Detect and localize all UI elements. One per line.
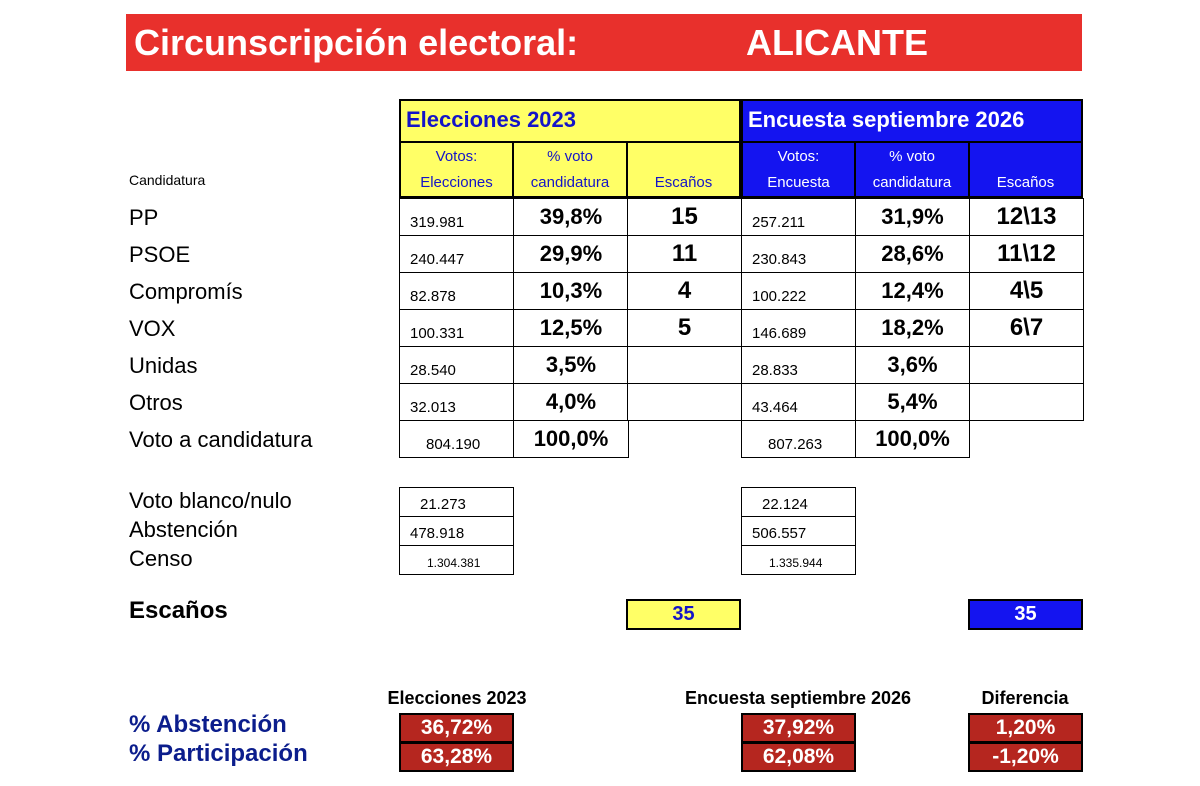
- cell-p23: 12,5%: [513, 309, 629, 347]
- cell-p23: 39,8%: [513, 198, 629, 236]
- party-label: PSOE: [129, 242, 191, 267]
- participacion-2023: 63,28%: [399, 742, 514, 772]
- subheader-text: Elecciones: [420, 173, 493, 191]
- participacion-diff: -1,20%: [968, 742, 1083, 772]
- subheader-pct-2023: [512, 141, 628, 198]
- abstencion-2026: 37,92%: [741, 713, 856, 743]
- extra-cell-v23: 478.918: [399, 516, 514, 546]
- abstencion-diff: 1,20%: [968, 713, 1083, 743]
- subheader-text: Votos:: [435, 147, 478, 165]
- subheader-text: Escaños: [996, 173, 1055, 191]
- cell-v23: 240.447: [399, 235, 515, 273]
- extra-cell-v23: 21.273: [399, 487, 514, 517]
- seats-label: Escaños: [129, 597, 228, 624]
- subheader-text: candidatura: [530, 173, 610, 191]
- subheader-text: Encuesta: [767, 173, 830, 191]
- bottom-header-2023: Elecciones 2023: [387, 688, 527, 708]
- subheader-text: % voto: [547, 147, 593, 165]
- abstencion-label: % Abstención: [129, 711, 287, 738]
- extra-cell-v26: 506.557: [741, 516, 856, 546]
- extra-label: Abstención: [129, 517, 238, 542]
- cell-p26: 100,0%: [855, 420, 970, 458]
- party-label: Voto a candidatura: [129, 427, 313, 452]
- cell-v23: 100.331: [399, 309, 515, 347]
- cell-s23: [627, 383, 742, 421]
- party-label: Otros: [129, 390, 183, 415]
- title-label: Circunscripción electoral:: [134, 22, 579, 63]
- cell-v26: 100.222: [741, 272, 856, 310]
- subheader-votos-encuesta: [741, 141, 856, 198]
- cell-v23: 804.190: [399, 420, 515, 458]
- subheader-text: % voto: [889, 147, 935, 165]
- extra-cell-v26: 22.124: [741, 487, 856, 517]
- cell-v23: 319.981: [399, 198, 515, 236]
- subheader-text: Votos:: [777, 147, 820, 165]
- cell-s26: 11\12: [969, 235, 1084, 273]
- extra-label: Censo: [129, 546, 193, 571]
- participacion-label: % Participación: [129, 740, 308, 767]
- cell-v26: 43.464: [741, 383, 856, 421]
- cell-p23: 100,0%: [513, 420, 629, 458]
- cell-v23: 82.878: [399, 272, 515, 310]
- cell-p26: 12,4%: [855, 272, 970, 310]
- cell-s23: [627, 346, 742, 384]
- header-elecciones-2023: Elecciones 2023: [399, 99, 741, 143]
- seats-total-2023: 35: [626, 599, 741, 630]
- cell-p26: 31,9%: [855, 198, 970, 236]
- cell-p23: 4,0%: [513, 383, 629, 421]
- subheader-pct-2026: [854, 141, 970, 198]
- bottom-header-diff: Diferencia: [981, 688, 1069, 708]
- cell-s23: 11: [627, 235, 742, 273]
- cell-v26: 28.833: [741, 346, 856, 384]
- cell-s26: 12\13: [969, 198, 1084, 236]
- title-province: ALICANTE: [746, 22, 928, 63]
- extra-label: Voto blanco/nulo: [129, 488, 292, 513]
- participacion-2026: 62,08%: [741, 742, 856, 772]
- cell-v23: 32.013: [399, 383, 515, 421]
- seats-total-2026: 35: [968, 599, 1083, 630]
- cell-p23: 3,5%: [513, 346, 629, 384]
- title-banner: [126, 14, 1082, 71]
- extra-cell-v23: 1.304.381: [399, 545, 514, 575]
- subheader-text: Escaños: [654, 173, 713, 191]
- cell-p26: 18,2%: [855, 309, 970, 347]
- cell-p26: 3,6%: [855, 346, 970, 384]
- candidatura-header: Candidatura: [129, 172, 206, 188]
- header-encuesta-2026: Encuesta septiembre 2026: [741, 99, 1083, 143]
- cell-v26: 257.211: [741, 198, 856, 236]
- cell-p26: 28,6%: [855, 235, 970, 273]
- party-label: Unidas: [129, 353, 198, 378]
- subheader-escanos-2023: [626, 141, 741, 198]
- cell-v23: 28.540: [399, 346, 515, 384]
- subheader-text: candidatura: [872, 173, 952, 191]
- cell-s26: [969, 346, 1084, 384]
- bottom-header-2026: Encuesta septiembre 2026: [684, 688, 912, 708]
- subheader-escanos-2026: [968, 141, 1083, 198]
- abstencion-2023: 36,72%: [399, 713, 514, 743]
- extra-cell-v26: 1.335.944: [741, 545, 856, 575]
- cell-v26: 146.689: [741, 309, 856, 347]
- cell-s23: 15: [627, 198, 742, 236]
- cell-p23: 10,3%: [513, 272, 629, 310]
- cell-p26: 5,4%: [855, 383, 970, 421]
- party-label: VOX: [129, 316, 176, 341]
- party-label: PP: [129, 205, 159, 230]
- cell-s26: 4\5: [969, 272, 1084, 310]
- subheader-votos-elecciones: [399, 141, 514, 198]
- cell-p23: 29,9%: [513, 235, 629, 273]
- cell-v26: 807.263: [741, 420, 856, 458]
- cell-s23: 5: [627, 309, 742, 347]
- cell-s26: [969, 383, 1084, 421]
- cell-v26: 230.843: [741, 235, 856, 273]
- cell-s23: 4: [627, 272, 742, 310]
- party-label: Compromís: [129, 279, 243, 304]
- cell-s26: 6\7: [969, 309, 1084, 347]
